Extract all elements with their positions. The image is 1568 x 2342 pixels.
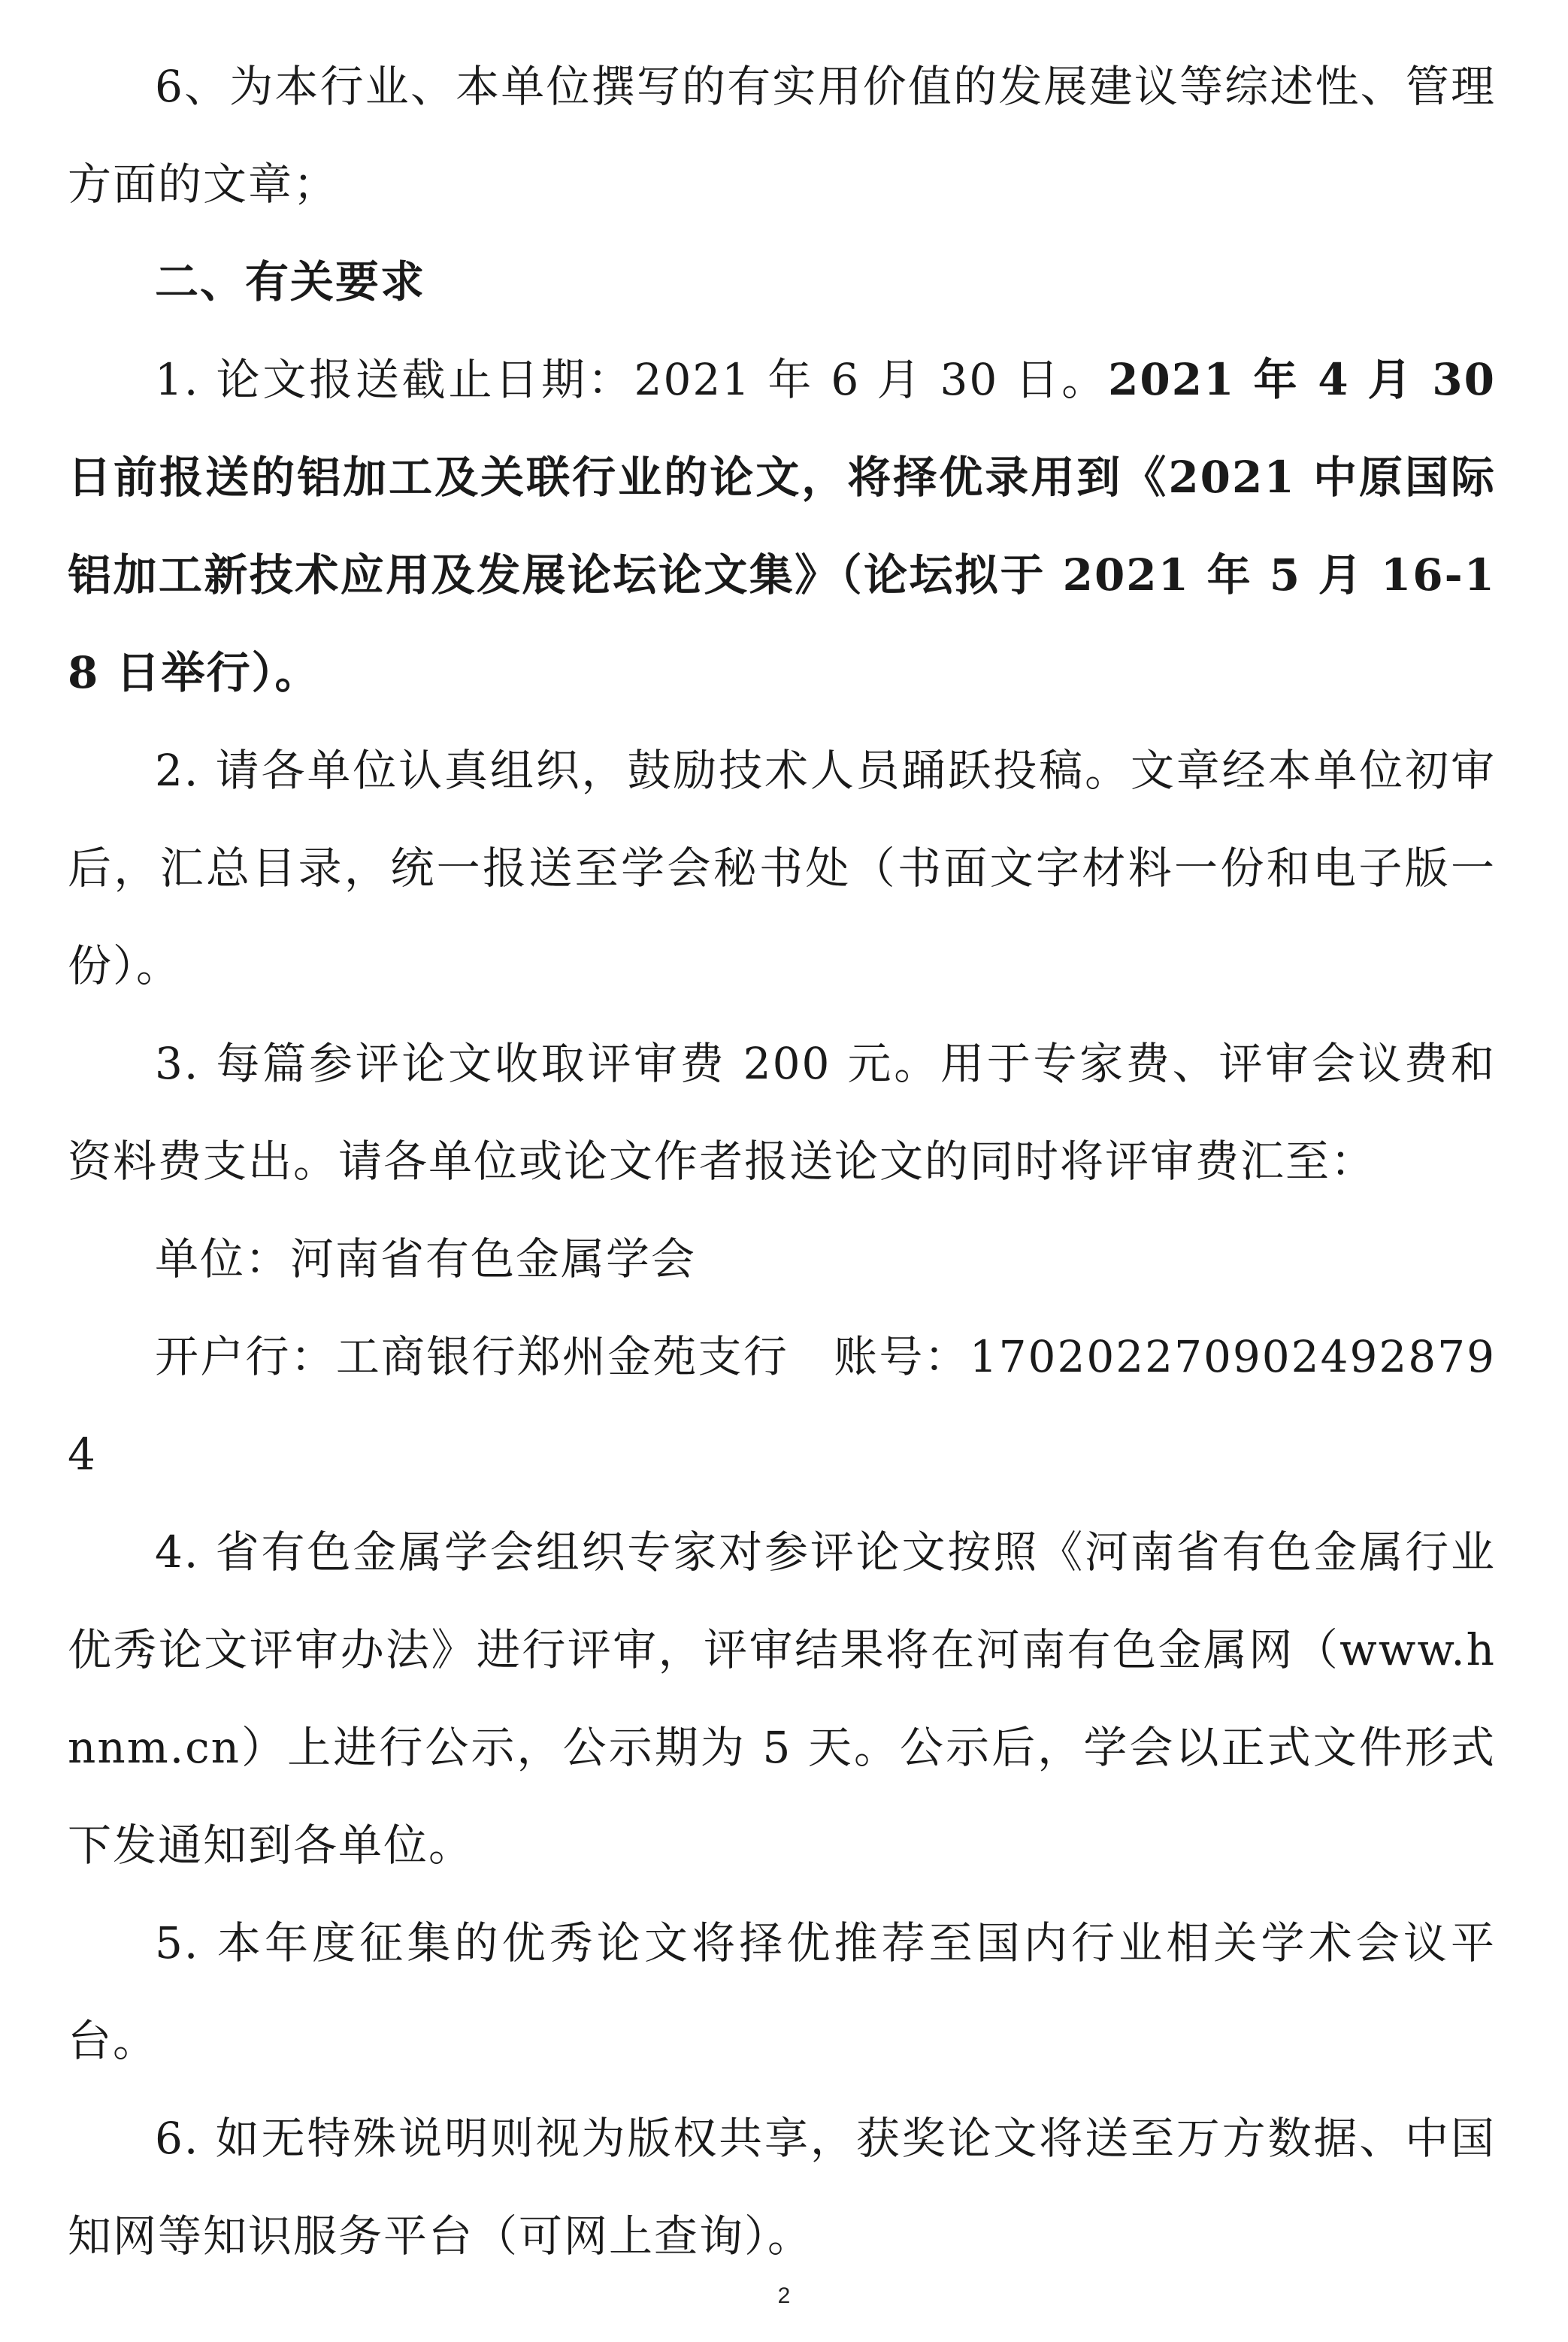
account-number: 账号：1702022709024928794 [68, 1331, 1496, 1480]
paragraph-requirement-2: 2. 请各单位认真组织，鼓励技术人员踊跃投稿。文章经本单位初审后，汇总目录，统一报送至学会秘书处（书面文字材料一份和电子版一份）。 [68, 745, 1496, 991]
page-number: 2 [777, 2283, 791, 2308]
document-body [68, 38, 1496, 2285]
deadline-text: 1. 论文报送截止日期：2021 年 6 月 30 日。 [155, 354, 1109, 405]
paragraph-requirement-4: 4. 省有色金属学会组织专家对参评论文按照《河南省有色金属行业优秀论文评审办法》进行评审，评审结果将在河南有色金属网（www.hnnm.cn）上进行公示，公示期为 5 天。公示后，学会以正式文件形式下发通知到各单位。 [68, 1527, 1496, 1871]
bank-info [68, 1308, 1496, 1503]
paragraph-requirement-3: 3. 每篇参评论文收取评审费 200 元。用于专家费、评审会议费和资料费支出。请各单位或论文作者报送论文的同时将评审费汇至： [68, 1038, 1496, 1187]
paragraph-requirement-1 [68, 331, 1496, 722]
payee-unit: 单位：河南省有色金属学会 [155, 1233, 697, 1284]
paragraph-item-6: 6、为本行业、本单位撰写的有实用价值的发展建议等综述性、管理方面的文章； [68, 61, 1496, 210]
paragraph-requirement-6: 6. 如无特殊说明则视为版权共享，获奖论文将送至万方数据、中国知网等知识服务平台（可网上查询）。 [68, 2113, 1496, 2262]
deadline-bold-text: 2021 年 4 月 30 日前报送的铝加工及关联行业的论文，将择优录用到《2021 中原国际铝加工新技术应用及发展论坛论文集》（论坛拟于 2021 年 5 月 16-18 日举行）。 [68, 354, 1496, 698]
paragraph-requirement-5: 5. 本年度征集的优秀论文将择优推荐至国内行业相关学术会议平台。 [68, 1917, 1496, 2066]
bank-name: 开户行：工商银行郑州金苑支行 [155, 1331, 789, 1382]
section-heading-requirements: 二、有关要求 [155, 256, 426, 307]
